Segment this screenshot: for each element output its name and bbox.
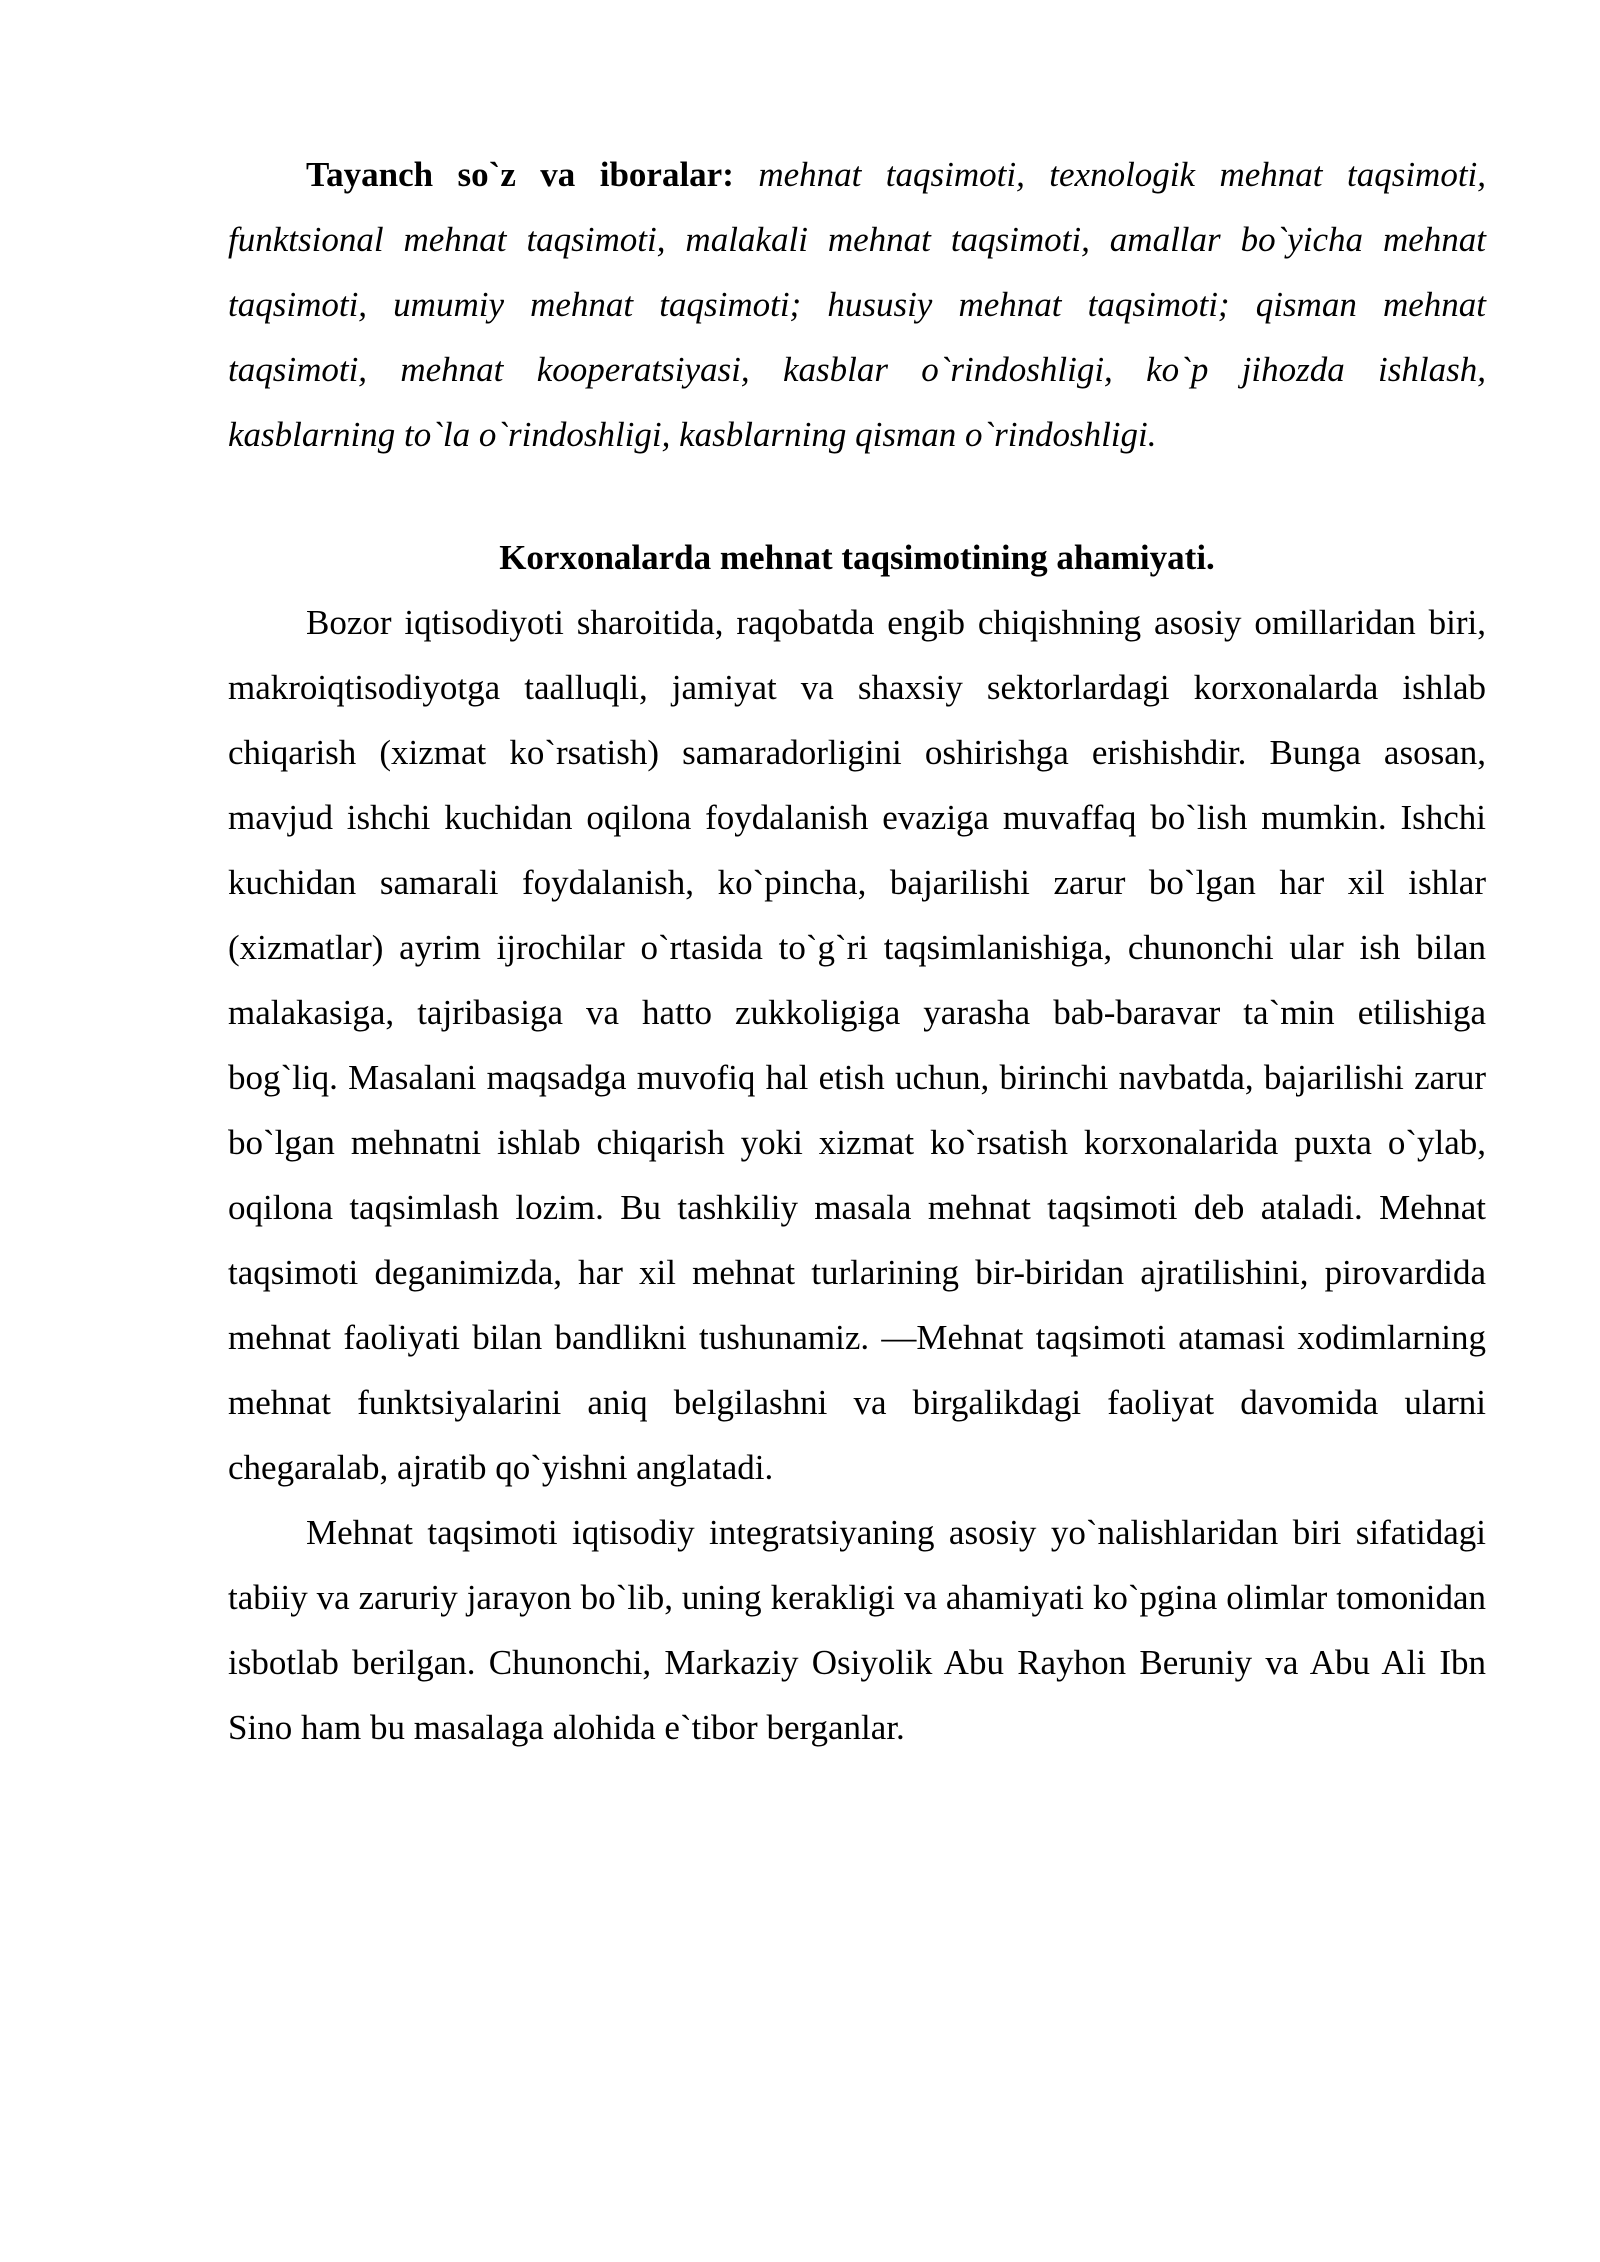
section-heading: Korxonalarda mehnat taqsimotining ahamiyati. bbox=[499, 538, 1215, 577]
keywords-paragraph bbox=[228, 142, 1486, 467]
document-page bbox=[228, 142, 1486, 1760]
body-paragraph-1: Bozor iqtisodiyoti sharoitida, raqobatda engib chiqishning asosiy omillaridan biri, makroiqtisodiyotga taalluqli, jamiyat va shaxsiy sektorlardagi korxonalarda ishlab chiqarish (xizmat ko`rsatish) samaradorligini oshirishga erishishdir. Bunga asosan, mavjud ishchi kuchidan oqilona foydalanish evaziga muvaffaq bo`lish mumkin. Ishchi kuchidan samarali foydalanish, ko`pincha, bajarilishi zarur bo`lgan har xil ishlar (xizmatlar) ayrim ijrochilar o`rtasida to`g`ri taqsimlanishiga, chunonchi ular ish bilan malakasiga, tajribasiga va hatto zukkoligiga yarasha bab-baravar ta`min etilishiga bog`liq. Masalani maqsadga muvofiq hal etish uchun, birinchi navbatda, bajarilishi zarur bo`lgan mehnatni ishlab chiqarish yoki xizmat ko`rsatish korxonalarida puxta o`ylab, oqilona taqsimlash lozim. Bu tashkiliy masala mehnat taqsimoti deb ataladi. Mehnat taqsimoti deganimizda, har xil mehnat turlarining bir-biridan ajratilishini, pirovardida mehnat faoliyati bilan bandlikni tushunamiz. ―Mehnat taqsimoti atamasi xodimlarning mehnat funktsiyalarini aniq belgilashni va birgalikdagi faoliyat davomida ularni chegaralab, ajratib qo`yishni anglatadi. bbox=[228, 603, 1486, 1487]
keywords-terms: mehnat taqsimoti, texnologik mehnat taqsimoti, funktsional mehnat taqsimoti, malakali mehnat taqsimoti, amallar bo`yicha mehnat taqsimoti, umumiy mehnat taqsimoti; hususiy mehnat taqsimoti; qisman mehnat taqsimoti, mehnat kooperatsiyasi, kasblar o`rindoshligi, ko`p jihozda ishlash, kasblarning to`la o`rindoshligi, kasblarning qisman o`rindoshligi. bbox=[228, 155, 1487, 454]
keywords-label: Tayanch so`z va iboralar: bbox=[306, 155, 734, 194]
body-paragraph-2: Mehnat taqsimoti iqtisodiy integratsiyaning asosiy yo`nalishlaridan biri sifatidagi tabiiy va zaruriy jarayon bo`lib, uning kerakligi va ahamiyati ko`pgina olimlar tomonidan isbotlab berilgan. Chunonchi, Markaziy Osiyolik Abu Rayhon Beruniy va Abu Ali Ibn Sino ham bu masalaga alohida e`tibor berganlar. bbox=[228, 1513, 1486, 1747]
